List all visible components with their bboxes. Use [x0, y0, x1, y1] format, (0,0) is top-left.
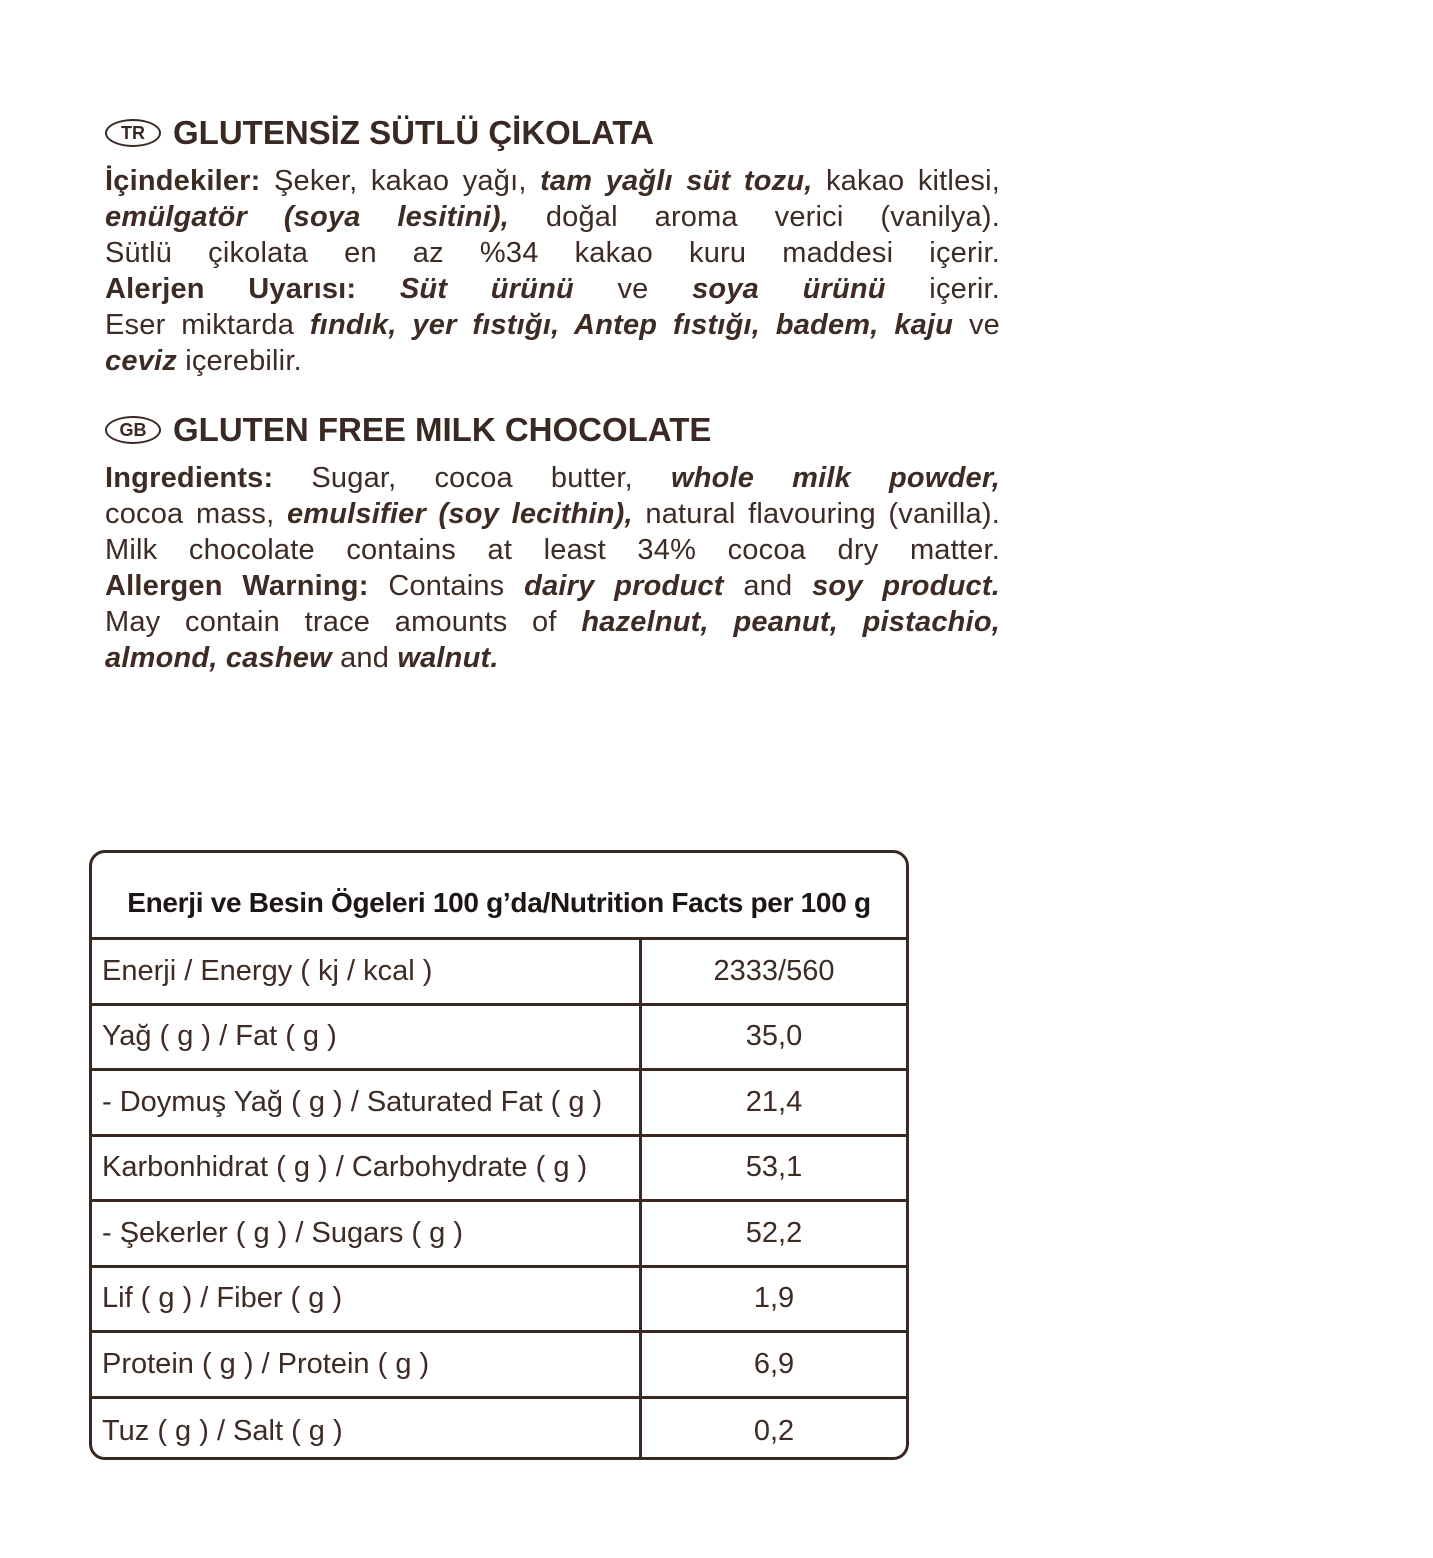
table-row — [92, 940, 906, 1006]
ingredient-line — [105, 532, 1000, 568]
turkish-ingredients — [105, 163, 1000, 379]
nutrition-table — [89, 850, 909, 1460]
nutrient-label: Yağ ( g ) / Fat ( g ) — [92, 1006, 642, 1069]
table-row — [92, 1268, 906, 1334]
nutrient-label: Lif ( g ) / Fiber ( g ) — [92, 1268, 642, 1331]
nutrient-label: Protein ( g ) / Protein ( g ) — [92, 1333, 642, 1396]
text-segment: doğal aroma verici (vanilya). — [508, 201, 1000, 233]
nutrient-value: 35,0 — [745, 1020, 803, 1053]
table-row — [92, 1399, 906, 1461]
emphasized-text-segment: Alerjen Uyarısı: — [105, 273, 400, 305]
ingredient-line — [105, 496, 1000, 532]
table-row — [92, 1333, 906, 1399]
english-heading — [105, 410, 1000, 450]
tr-country-badge: TR — [105, 119, 161, 147]
text-segment: içerebilir. — [176, 345, 302, 377]
text-segment: Şeker, kakao yağı, — [260, 165, 541, 197]
emphasized-text-segment: dairy product — [524, 570, 724, 602]
emphasized-text-segment: Allergen Warning: — [105, 570, 369, 602]
emphasized-text-segment: Süt ürünü — [399, 273, 574, 305]
nutrient-label: - Doymuş Yağ ( g ) / Saturated Fat ( g ) — [92, 1071, 642, 1134]
text-segment: natural flavouring (vanilla). — [632, 498, 1000, 530]
emphasized-text-segment: soy product. — [812, 570, 1000, 602]
emphasized-text-segment: ceviz — [105, 345, 177, 377]
nutrient-label: - Şekerler ( g ) / Sugars ( g ) — [92, 1202, 642, 1265]
nutrient-value: 1,9 — [753, 1282, 795, 1315]
text-segment: içerir. — [885, 273, 1000, 305]
text-segment: ve — [573, 273, 693, 305]
ingredient-line — [105, 199, 1000, 235]
gb-country-badge: GB — [105, 416, 161, 444]
emphasized-text-segment: tam yağlı süt tozu, — [540, 165, 813, 197]
ingredient-line — [105, 640, 1000, 676]
text-segment: and — [723, 570, 813, 602]
text-segment: Sütlü çikolata en az %34 kakao kuru maddesi içerir. — [105, 237, 1000, 269]
nutrient-value: 53,1 — [745, 1151, 803, 1184]
ingredient-line — [105, 307, 1000, 343]
ingredient-line — [105, 271, 1000, 307]
emphasized-text-segment: emülgatör (soya lesitini), — [105, 201, 509, 233]
text-segment: ve — [953, 309, 1000, 341]
table-row — [92, 1071, 906, 1137]
turkish-section — [105, 113, 1000, 379]
text-segment: May contain trace amounts of — [105, 606, 582, 638]
nutrition-rows — [92, 940, 906, 1460]
nutrient-value: 2333/560 — [713, 954, 835, 987]
english-section — [105, 410, 1000, 676]
table-row — [92, 1006, 906, 1072]
ingredient-line — [105, 568, 1000, 604]
ingredient-line — [105, 163, 1000, 199]
text-segment: and — [331, 642, 398, 674]
ingredient-line — [105, 235, 1000, 271]
nutrient-label: Enerji / Energy ( kj / kcal ) — [92, 940, 642, 1003]
nutrient-value: 0,2 — [753, 1414, 795, 1447]
emphasized-text-segment: whole milk powder, — [670, 462, 1000, 494]
table-row — [92, 1137, 906, 1203]
text-segment: Eser miktarda — [105, 309, 310, 341]
ingredient-line — [105, 343, 1000, 379]
emphasized-text-segment: Ingredients: — [105, 462, 274, 494]
text-segment: Milk chocolate contains at least 34% cocoa dry matter. — [105, 534, 1000, 566]
nutrient-value: 21,4 — [745, 1085, 803, 1118]
nutrient-label: Tuz ( g ) / Salt ( g ) — [92, 1399, 642, 1461]
nutrition-table-title: Enerji ve Besin Ögeleri 100 g’da/Nutrition Facts per 100 g — [92, 853, 906, 940]
ingredient-line — [105, 604, 1000, 640]
text-segment: Contains — [368, 570, 525, 602]
nutrient-value: 6,9 — [753, 1347, 795, 1380]
english-ingredients — [105, 460, 1000, 676]
emphasized-text-segment: İçindekiler: — [105, 165, 261, 197]
emphasized-text-segment: walnut. — [397, 642, 499, 674]
nutrient-value: 52,2 — [745, 1216, 803, 1249]
nutrient-label: Karbonhidrat ( g ) / Carbohydrate ( g ) — [92, 1137, 642, 1200]
emphasized-text-segment: hazelnut, peanut, pistachio, — [581, 606, 1000, 638]
emphasized-text-segment: emulsifier (soy lecithin), — [286, 498, 633, 530]
turkish-heading — [105, 113, 1000, 153]
text-segment: cocoa mass, — [105, 498, 287, 530]
table-row — [92, 1202, 906, 1268]
emphasized-text-segment: almond, cashew — [105, 642, 332, 674]
emphasized-text-segment: soya ürünü — [692, 273, 886, 305]
english-title: GLUTEN FREE MILK CHOCOLATE — [173, 411, 712, 448]
ingredient-line — [105, 460, 1000, 496]
text-segment: kakao kitlesi, — [812, 165, 1000, 197]
emphasized-text-segment: fındık, yer fıstığı, Antep fıstığı, badem, kaju — [309, 309, 954, 341]
turkish-title: GLUTENSİZ SÜTLÜ ÇİKOLATA — [173, 114, 654, 151]
text-segment: Sugar, cocoa butter, — [273, 462, 671, 494]
